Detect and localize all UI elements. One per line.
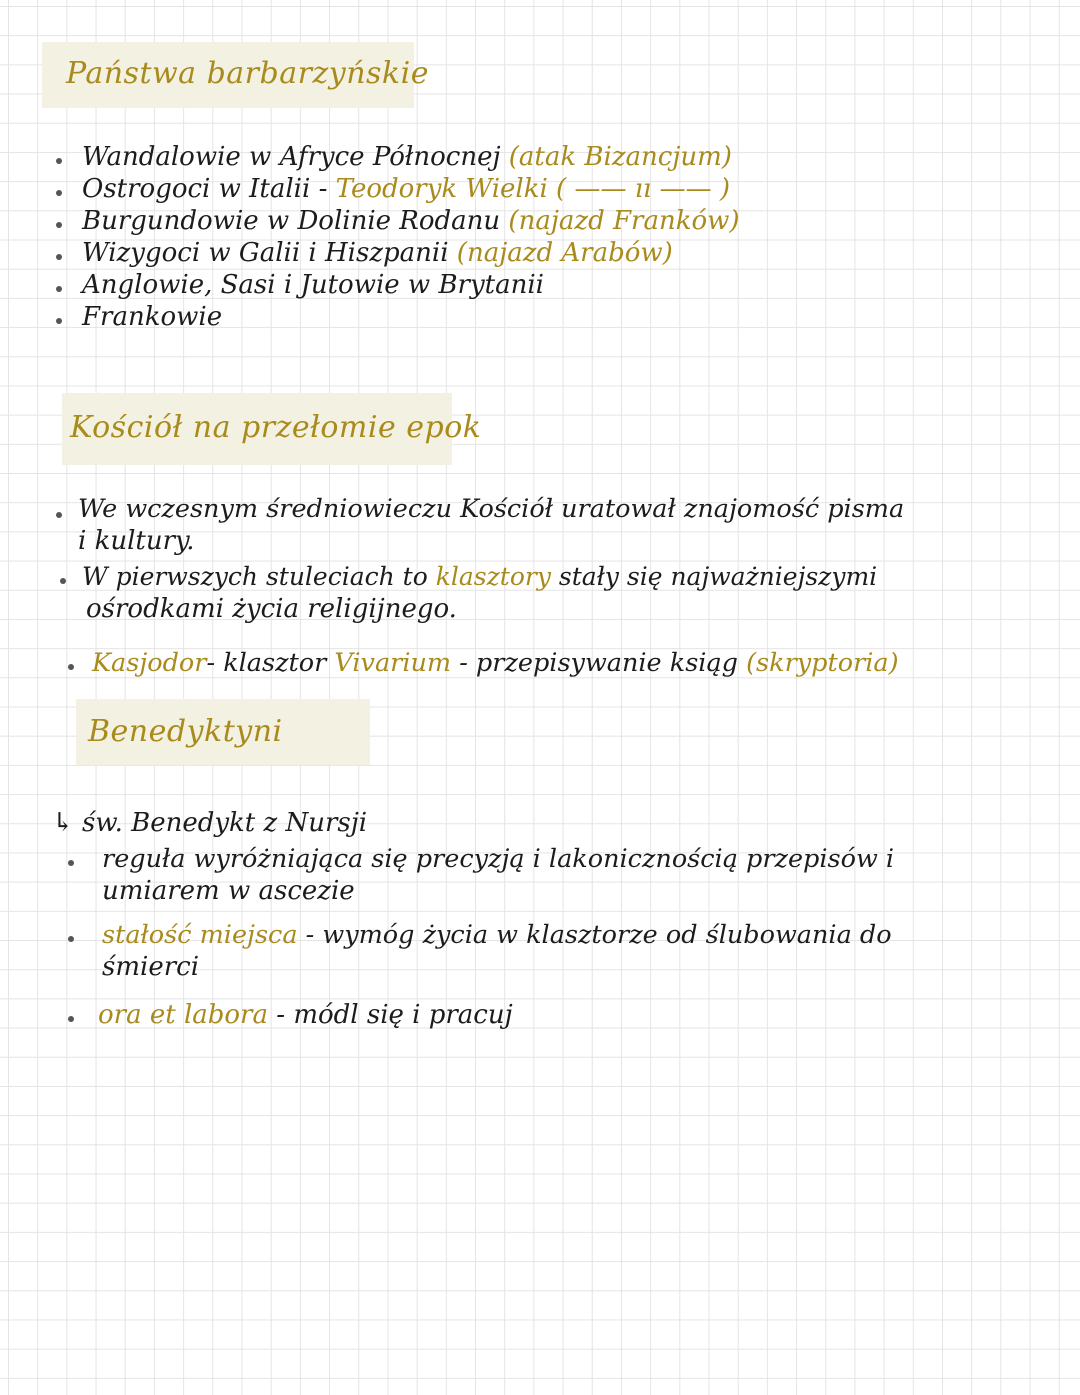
paragraph-line: umiarem w ascezie bbox=[102, 876, 355, 906]
paragraph-line: śmierci bbox=[102, 952, 200, 982]
paragraph-line: We wczesnym średniowieczu Kościół uratował znajomość pisma bbox=[78, 494, 905, 524]
bullet bbox=[56, 190, 62, 196]
paragraph-line: ora et labora - módl się i pracuj bbox=[98, 1000, 513, 1030]
paragraph-line: stałość miejsca - wymóg życia w klasztorze od ślubowania do bbox=[102, 920, 892, 950]
bullet bbox=[56, 286, 62, 292]
paragraph-line: i kultury. bbox=[78, 526, 195, 556]
bullet bbox=[56, 222, 62, 228]
paragraph-line: W pierwszych stuleciach to klasztory stały się najważniejszymi bbox=[82, 562, 878, 591]
list-item: Anglowie, Sasi i Jutowie w Brytanii bbox=[82, 270, 544, 300]
section-heading-church: Kościół na przełomie epok bbox=[70, 410, 482, 445]
list-item: Frankowie bbox=[82, 302, 223, 332]
list-item: Burgundowie w Dolinie Rodanu (najazd Franków) bbox=[82, 206, 740, 236]
section-heading-benedictines: Benedyktyni bbox=[88, 714, 283, 749]
subheading-line: ↳ św. Benedykt z Nursji bbox=[52, 808, 368, 838]
bullet bbox=[60, 578, 66, 584]
bullet bbox=[56, 512, 62, 518]
list-item: Wizygoci w Galii i Hiszpanii (najazd Arabów) bbox=[82, 238, 673, 268]
bullet bbox=[68, 936, 74, 942]
list-item: Ostrogoci w Italii - Teodoryk Wielki ( —— ıı —— ) bbox=[82, 174, 731, 204]
bullet bbox=[56, 158, 62, 164]
bullet bbox=[68, 1016, 74, 1022]
paragraph-line: Kasjodor- klasztor Vivarium - przepisywanie ksiąg (skryptoria) bbox=[92, 648, 899, 678]
bullet bbox=[56, 318, 62, 324]
list-item: Wandalowie w Afryce Północnej (atak Bizancjum) bbox=[82, 142, 732, 172]
paragraph-line: reguła wyróżniająca się precyzją i lakonicznością przepisów i bbox=[102, 844, 895, 874]
bullet bbox=[68, 664, 74, 670]
bullet bbox=[68, 860, 74, 866]
section-heading-barbarian-states: Państwa barbarzyńskie bbox=[66, 56, 429, 91]
bullet bbox=[56, 254, 62, 260]
paragraph-line: ośrodkami życia religijnego. bbox=[86, 594, 457, 624]
